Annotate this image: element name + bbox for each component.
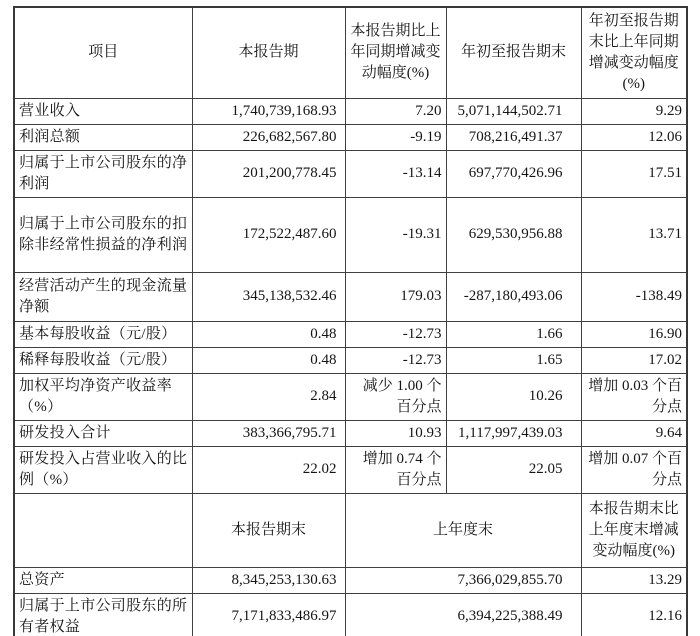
period-end-change-cell: 12.16 bbox=[581, 593, 687, 636]
label-cell: 总资产 bbox=[14, 567, 192, 593]
qoq-change-cell: 179.03 bbox=[345, 272, 446, 321]
current-period-cell: 345,138,532.46 bbox=[192, 272, 345, 321]
row-net-profit-excl-nonrecurring bbox=[14, 197, 687, 272]
header-current-period: 本报告期 bbox=[192, 7, 345, 98]
section1-header-row bbox=[14, 7, 687, 98]
row-operating-cash-flow bbox=[14, 272, 687, 321]
yoy-change-cell: 17.02 bbox=[581, 347, 687, 373]
current-period-cell: 1,740,739,168.93 bbox=[192, 98, 345, 124]
ytd-cell: 10.26 bbox=[446, 373, 581, 420]
ytd-cell: 22.05 bbox=[446, 446, 581, 493]
row-diluted-eps bbox=[14, 347, 687, 373]
financial-summary-table bbox=[13, 6, 688, 636]
current-period-cell: 201,200,778.45 bbox=[192, 150, 345, 197]
qoq-change-cell: -13.14 bbox=[345, 150, 446, 197]
ytd-cell: 1,117,997,439.03 bbox=[446, 420, 581, 446]
header-prior-year-end: 上年度末 bbox=[345, 493, 581, 567]
row-net-profit-attributable bbox=[14, 150, 687, 197]
yoy-change-cell: 12.06 bbox=[581, 124, 687, 150]
row-total-profit bbox=[14, 124, 687, 150]
qoq-change-cell: -12.73 bbox=[345, 321, 446, 347]
label-cell: 研发投入合计 bbox=[14, 420, 192, 446]
row-rd-investment-ratio bbox=[14, 446, 687, 493]
ytd-cell: 1.66 bbox=[446, 321, 581, 347]
yoy-change-cell: 9.29 bbox=[581, 98, 687, 124]
current-period-cell: 2.84 bbox=[192, 373, 345, 420]
current-period-end-cell: 7,171,833,486.97 bbox=[192, 593, 345, 636]
yoy-change-cell: 增加 0.07 个百分点 bbox=[581, 446, 687, 493]
section2-header-row bbox=[14, 493, 687, 567]
qoq-change-cell: 10.93 bbox=[345, 420, 446, 446]
ytd-cell: 697,770,426.96 bbox=[446, 150, 581, 197]
ytd-cell: 1.65 bbox=[446, 347, 581, 373]
yoy-change-cell: 17.51 bbox=[581, 150, 687, 197]
row-operating-revenue bbox=[14, 98, 687, 124]
current-period-cell: 22.02 bbox=[192, 446, 345, 493]
row-total-assets bbox=[14, 567, 687, 593]
header-qoq-change: 本报告期比上年同期增减变动幅度(%) bbox=[345, 7, 446, 98]
label-cell: 研发投入占营业收入的比例（%） bbox=[14, 446, 192, 493]
header-period-end-change: 本报告期末比上年度末增减变动幅度(%) bbox=[581, 493, 687, 567]
current-period-cell: 0.48 bbox=[192, 321, 345, 347]
row-rd-investment-total bbox=[14, 420, 687, 446]
header-ytd: 年初至报告期末 bbox=[446, 7, 581, 98]
label-cell: 加权平均净资产收益率（%） bbox=[14, 373, 192, 420]
ytd-cell: 629,530,956.88 bbox=[446, 197, 581, 272]
current-period-cell: 383,366,795.71 bbox=[192, 420, 345, 446]
label-cell: 基本每股收益（元/股） bbox=[14, 321, 192, 347]
label-cell: 利润总额 bbox=[14, 124, 192, 150]
header-item-blank bbox=[14, 493, 192, 567]
yoy-change-cell: 9.64 bbox=[581, 420, 687, 446]
prior-year-end-cell: 6,394,225,388.49 bbox=[345, 593, 581, 636]
yoy-change-cell: -138.49 bbox=[581, 272, 687, 321]
label-cell: 营业收入 bbox=[14, 98, 192, 124]
qoq-change-cell: -12.73 bbox=[345, 347, 446, 373]
label-cell: 稀释每股收益（元/股） bbox=[14, 347, 192, 373]
ytd-cell: -287,180,493.06 bbox=[446, 272, 581, 321]
yoy-change-cell: 16.90 bbox=[581, 321, 687, 347]
qoq-change-cell: 7.20 bbox=[345, 98, 446, 124]
ytd-cell: 5,071,144,502.71 bbox=[446, 98, 581, 124]
label-cell: 经营活动产生的现金流量净额 bbox=[14, 272, 192, 321]
label-cell: 归属于上市公司股东的净利润 bbox=[14, 150, 192, 197]
current-period-cell: 0.48 bbox=[192, 347, 345, 373]
row-basic-eps bbox=[14, 321, 687, 347]
period-end-change-cell: 13.29 bbox=[581, 567, 687, 593]
current-period-cell: 172,522,487.60 bbox=[192, 197, 345, 272]
header-item: 项目 bbox=[14, 7, 192, 98]
header-yoy-change: 年初至报告期末比上年同期增减变动幅度(%) bbox=[581, 7, 687, 98]
ytd-cell: 708,216,491.37 bbox=[446, 124, 581, 150]
prior-year-end-cell: 7,366,029,855.70 bbox=[345, 567, 581, 593]
yoy-change-cell: 增加 0.03 个百分点 bbox=[581, 373, 687, 420]
label-cell: 归属于上市公司股东的扣除非经常性损益的净利润 bbox=[14, 197, 192, 272]
row-weighted-avg-roe bbox=[14, 373, 687, 420]
label-cell: 归属于上市公司股东的所有者权益 bbox=[14, 593, 192, 636]
row-equity-attributable bbox=[14, 593, 687, 636]
qoq-change-cell: -19.31 bbox=[345, 197, 446, 272]
header-current-period-end: 本报告期末 bbox=[192, 493, 345, 567]
qoq-change-cell: -9.19 bbox=[345, 124, 446, 150]
current-period-end-cell: 8,345,253,130.63 bbox=[192, 567, 345, 593]
qoq-change-cell: 减少 1.00 个百分点 bbox=[345, 373, 446, 420]
qoq-change-cell: 增加 0.74 个百分点 bbox=[345, 446, 446, 493]
current-period-cell: 226,682,567.80 bbox=[192, 124, 345, 150]
yoy-change-cell: 13.71 bbox=[581, 197, 687, 272]
